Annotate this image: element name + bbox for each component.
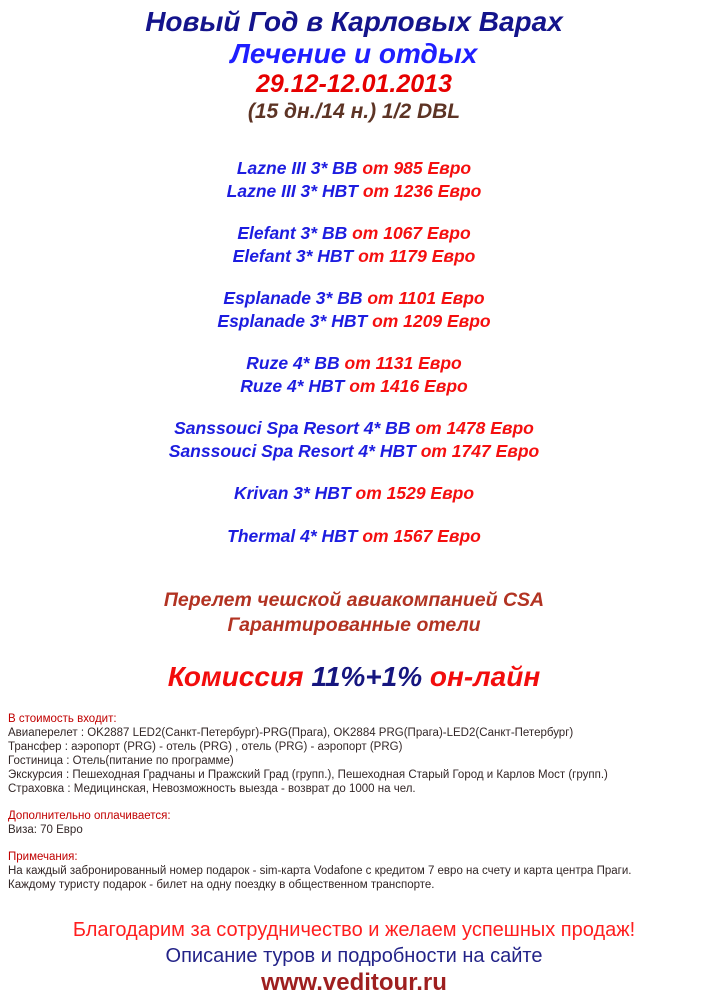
hotel-name: Sanssouci Spa Resort 4* HBT [168,440,416,461]
hotel-price-line [0,180,708,203]
fine-print [8,712,708,892]
hotel-price: от 985 Евро [362,158,472,178]
hotel-price: от 1567 Евро [362,525,481,546]
commission-suffix: он-лайн [429,661,541,692]
hotel-group-lazne [0,157,708,202]
hotel-price: от 1067 Евро [352,223,471,243]
hotel-price-line [0,440,708,463]
extra-pay-heading: Дополнительно оплачивается: [8,810,171,822]
notes-heading: Примечания: [8,851,78,863]
included-item-excursion: Экскурсия : Пешеходная Градчаны и Пражский Град (групп.), Пешеходная Старый Город и Карлов Мост (групп.) [8,769,608,781]
hotel-price-line [0,482,708,505]
hotel-price-list [0,157,708,547]
page-title: Новый Год в Карловых Варах [145,6,563,37]
hotel-group-esplanade [0,287,708,332]
hotel-price: от 1747 Евро [420,440,540,461]
highlights [0,588,708,638]
hotel-price-line [0,287,708,310]
tour-dates: 29.12-12.01.2013 [255,70,452,98]
hotel-price: от 1131 Евро [344,353,462,373]
hotel-price-line [0,245,708,268]
hotel-price: от 1478 Евро [415,418,534,438]
hotel-price: от 1416 Евро [349,375,468,396]
hotel-name: Thermal 4* HBT [227,525,358,546]
highlight-airline: Перелет чешской авиакомпанией CSA [163,589,545,611]
included-item-hotel: Гостиница : Отель(питание по программе) [8,755,234,767]
hotel-name: Krivan 3* HBT [233,483,351,503]
tour-duration: (15 дн./14 н.) 1/2 DBL [247,100,461,123]
included-heading: В стоимость входит: [8,713,117,725]
hotel-name: Esplanade 3* HBT [217,310,368,331]
commission-rate: 11%+1% [311,661,423,692]
hotel-name: Lazne III 3* BB [236,158,358,178]
notes-section [8,850,708,892]
hotel-group-sanssouci [0,417,708,462]
hotel-name: Esplanade 3* BB [223,288,363,308]
hotel-name: Ruze 4* HBT [240,375,345,396]
footer [0,918,708,996]
footer-site-note: Описание туров и подробности на сайте [165,945,543,967]
hotel-price-line [0,525,708,548]
hotel-name: Elefant 3* HBT [232,245,354,266]
hotel-price: от 1101 Евро [367,288,485,308]
hotel-name: Elefant 3* BB [237,223,348,243]
hotel-price-line [0,352,708,375]
hotel-price: от 1529 Евро [355,483,475,503]
highlight-hotels: Гарантированные отели [227,614,481,636]
notes-item-ticket: Каждому туристу подарок - билет на одну поездку в общественном транспорте. [8,879,435,891]
commission-line [0,660,708,694]
hotel-price: от 1209 Евро [372,310,491,331]
extra-pay-item-visa: Виза: 70 Евро [8,824,83,836]
hotel-price: от 1179 Евро [358,245,476,266]
hotel-price-line [0,310,708,333]
hotel-name: Lazne III 3* HBT [226,180,358,201]
included-item-transfer: Трансфер : аэропорт (PRG) - отель (PRG) , отель (PRG) - аэропорт (PRG) [8,741,403,753]
notes-item-simcard: На каждый забронированный номер подарок - sim-карта Vodafone с кредитом 7 евро на счету и карта центра Праги. [8,865,632,877]
included-section [8,712,708,796]
page-subtitle: Лечение и отдых [230,38,478,69]
hotel-name: Ruze 4* BB [246,353,340,373]
hotel-price-line [0,222,708,245]
hotel-group-elefant [0,222,708,267]
included-item-flight: Авиаперелет : OK2887 LED2(Санкт-Петербург)-PRG(Прага), OK2884 PRG(Прага)-LED2(Санкт-Петербург) [8,727,574,739]
extra-pay-section [8,809,708,837]
hotel-group-krivan [0,482,708,505]
header [0,0,708,125]
footer-thanks-text: Благодарим за сотрудничество и желаем успешных продаж! [72,919,636,941]
hotel-name: Sanssouci Spa Resort 4* BB [174,418,411,438]
hotel-group-ruze [0,352,708,397]
hotel-price-line [0,417,708,440]
website-link[interactable]: www.veditour.ru [261,969,447,996]
hotel-group-thermal [0,525,708,548]
hotel-price: от 1236 Евро [362,180,482,201]
hotel-price-line [0,375,708,398]
included-item-insurance: Страховка : Медицинская, Невозможность выезда - возврат до 1000 на чел. [8,783,416,795]
hotel-price-line [0,157,708,180]
commission-label: Комиссия [167,661,304,692]
